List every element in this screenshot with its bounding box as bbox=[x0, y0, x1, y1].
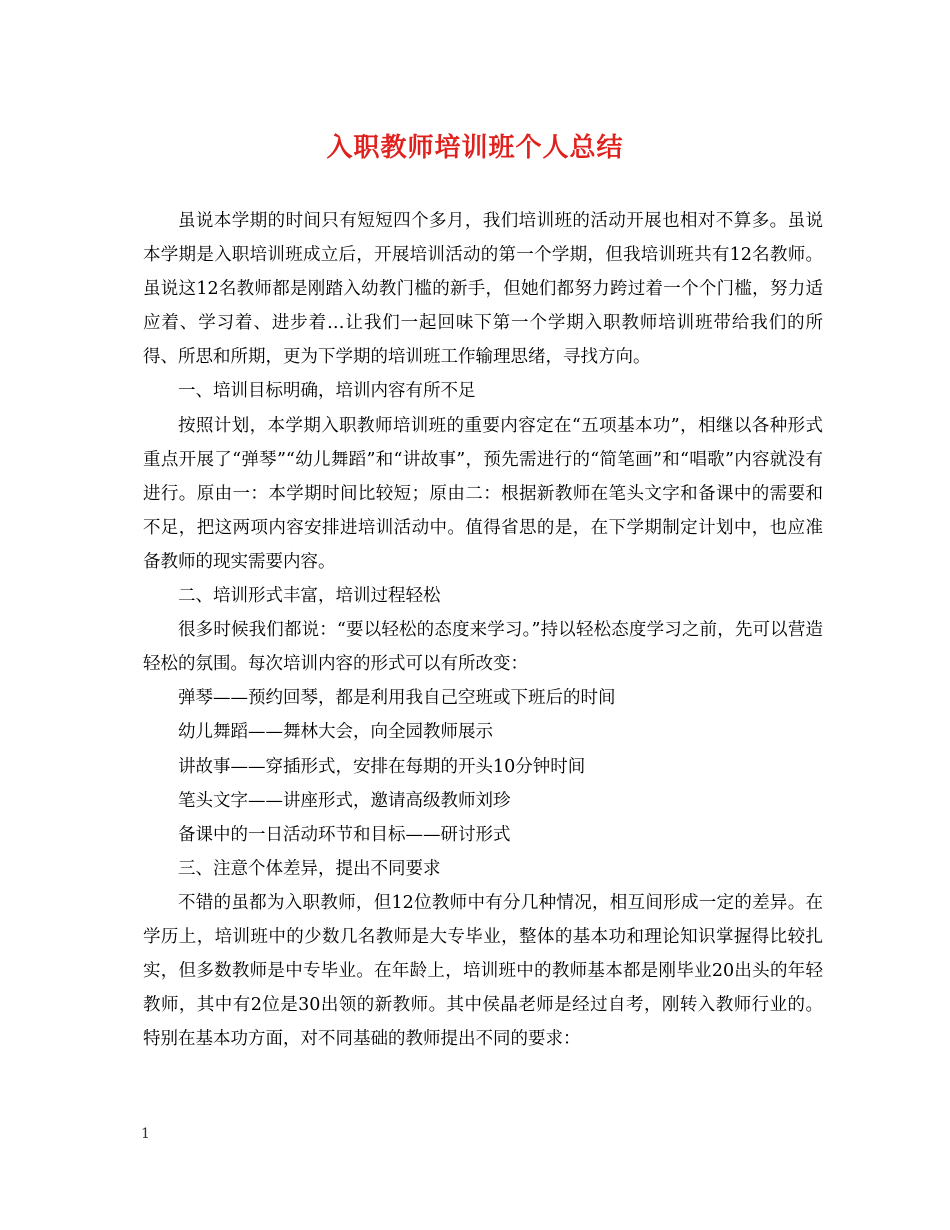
body-paragraph: 虽说本学期的时间只有短短四个多月，我们培训班的活动开展也相对不算多。虽说本学期是入职培训班成立后，开展培训活动的第一个学期，但我培训班共有12名教师。虽说这12名教师都是刚踏入幼教门槛的新手，但她们都努力跨过着一个个门槛，努力适应着、学习着、进步着…让我们一起回味下第一个学期入职教师培训班带给我们的所得、所思和所期，更为下学期的培训班工作输理思绪，寻找方向。 bbox=[143, 211, 823, 368]
body-paragraph: 按照计划，本学期入职教师培训班的重要内容定在“五项基本功”，相继以各种形式重点开展了“弹琴”“幼儿舞蹈”和“讲故事”，预先需进行的“简笔画”和“唱歌”内容就没有进行。原由一：本学期时间比较短；原由二：根据新教师在笔头文字和备课中的需要和不足，把这两项内容安排进培训活动中。值得省思的是，在下学期制定计划中，也应准备教师的现实需要内容。 bbox=[143, 415, 823, 572]
document-body bbox=[143, 204, 823, 1056]
section-heading: 三、注意个体差异，提出不同要求 bbox=[178, 858, 441, 879]
body-paragraph: 很多时候我们都说：“要以轻松的态度来学习。”持以轻松态度学习之前，先可以营造轻松的氛围。每次培训内容的形式可以有所改变： bbox=[143, 620, 823, 675]
document-title: 入职教师培训班个人总结 bbox=[326, 133, 624, 163]
section-heading: 一、培训目标明确，培训内容有所不足 bbox=[178, 381, 476, 402]
page-number: 1 bbox=[141, 1126, 150, 1142]
list-item: 笔头文字——讲座形式，邀请高级教师刘珍 bbox=[178, 790, 511, 811]
body-paragraph: 不错的虽都为入职教师，但12位教师中有分几种情况，相互间形成一定的差异。在学历上，培训班中的少数几名教师是大专毕业，整体的基本功和理论知识掌握得比较扎实，但多数教师是中专毕业。在年龄上，培训班中的教师基本都是刚毕业20出头的年轻教师，其中有2位是30出领的新教师。其中侯晶老师是经过自考，刚转入教师行业的。特别在基本功方面，对不同基础的教师提出不同的要求： bbox=[143, 892, 823, 1050]
list-item: 幼儿舞蹈——舞林大会，向全园教师展示 bbox=[178, 722, 493, 743]
section-heading: 二、培训形式丰富，培训过程轻松 bbox=[178, 586, 441, 607]
list-item: 讲故事——穿插形式，安排在每期的开头10分钟时间 bbox=[178, 756, 586, 777]
list-item: 备课中的一日活动环节和目标——研讨形式 bbox=[178, 824, 511, 845]
list-item: 弹琴——预约回琴，都是利用我自己空班或下班后的时间 bbox=[178, 688, 616, 709]
